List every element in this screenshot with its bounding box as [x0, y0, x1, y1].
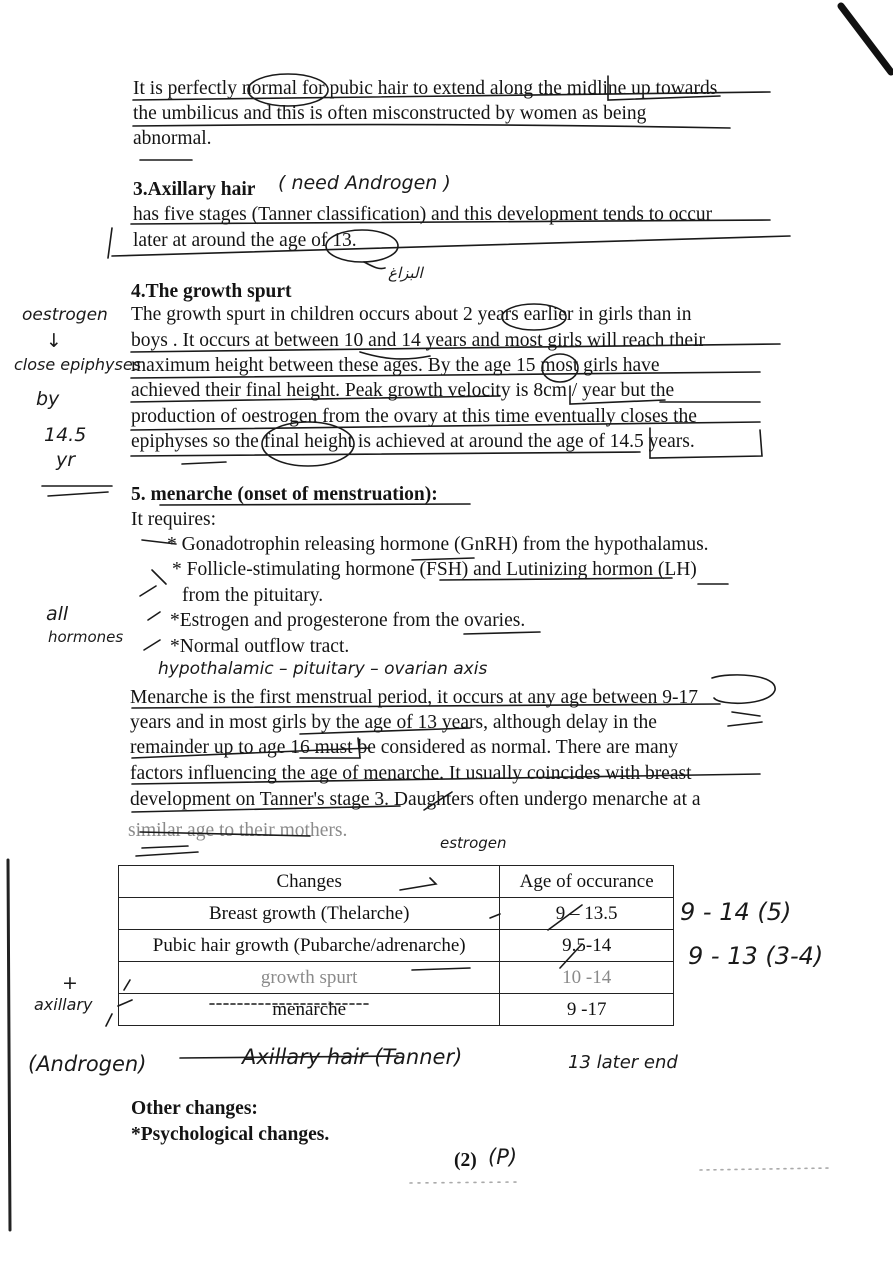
row-age: 9 -17 [500, 994, 674, 1026]
axillary-tanner-handnote: Axillary hair (Tanner) [242, 1045, 463, 1069]
margin-hormones: hormones [48, 628, 124, 646]
menarche-line-4: factors influencing the age of menarche. It usually coincides with breast [130, 763, 692, 784]
requirement-fsh-lh: * Follicle-stimulating hormone (FSH) and Lutinizing hormon (LH) [172, 559, 697, 580]
row-change: menarche [119, 994, 500, 1026]
requirement-estrogen: *Estrogen and progesterone from the ovaries. [170, 610, 526, 631]
margin-all: all [46, 603, 69, 625]
table-row [119, 962, 674, 994]
row-change: Pubic hair growth (Pubarche/adrenarche) [119, 930, 500, 962]
axillary-margin-handnote: axillary [34, 995, 93, 1014]
margin-by: by [36, 388, 60, 410]
estrogen-handnote: estrogen [440, 834, 507, 852]
corner-mark [833, 0, 893, 80]
growth-line-3: maximum height between these ages. By the age 15 most girls have [131, 355, 660, 376]
menarche-line-2: years and in most girls by the age of 13 years, although delay in the [130, 712, 657, 733]
p1-line-3: abnormal. [133, 128, 212, 149]
p1-line-2: the umbilicus and this is often misconstructed by women as being [133, 103, 647, 124]
growth-line-2: boys . It occurs at between 10 and 14 years and most girls will reach their [131, 330, 706, 351]
menarche-line-1: Menarche is the first menstrual period, it occurs at any age between 9-17 [130, 687, 699, 708]
table-row [119, 898, 674, 930]
menarche-line-3: remainder up to age 16 must be considered as normal. There are many [130, 737, 679, 758]
axillary-line-2: later at around the age of 13. [133, 230, 357, 251]
menarche-heading: 5. menarche (onset of menstruation): [131, 484, 438, 505]
plus-handnote: + [62, 972, 78, 994]
arabic-handnote: البزاغ [388, 264, 423, 282]
header-age: Age of occurance [500, 866, 674, 898]
menarche-requires: It requires: [131, 509, 217, 530]
table-row [119, 994, 674, 1026]
margin-close: close epiphyses [14, 355, 142, 374]
axillary-heading: 3.Axillary hair [133, 179, 256, 200]
pubic-range-handnote: 9 - 13 (3-4) [688, 942, 824, 970]
growth-line-5: production of oestrogen from the ovary at this time eventually closes the [131, 406, 697, 427]
row-age: 9.5-14 [500, 930, 674, 962]
header-changes: Changes [119, 866, 500, 898]
growth-line-1: The growth spurt in children occurs about 2 years earlier in girls than in [131, 304, 692, 325]
row-change: growth spurt [119, 962, 500, 994]
requirement-fsh-lh-cont: from the pituitary. [182, 585, 324, 606]
page-number: (2) [454, 1150, 477, 1171]
other-item: *Psychological changes. [131, 1124, 330, 1145]
p1-line-1: It is perfectly normal for pubic hair to extend along the midline up towards [133, 78, 718, 99]
age-table [118, 865, 674, 1026]
requirement-gnrh: * Gonadotrophin releasing hormone (GnRH) from the hypothalamus. [167, 534, 709, 555]
other-heading: Other changes: [131, 1098, 258, 1119]
axillary-handnote: ( need Androgen ) [278, 172, 451, 194]
breast-range-handnote: 9 - 14 (5) [680, 898, 792, 926]
table-header-row [119, 866, 674, 898]
margin-oestrogen: oestrogen [22, 305, 108, 325]
growth-line-6: epiphyses so the final height is achieved at around the age of 14.5 years. [131, 431, 695, 452]
requirement-outflow: *Normal outflow tract. [170, 636, 350, 657]
margin-age: 14.5 [44, 424, 87, 446]
menarche-line-5: development on Tanner's stage 3. Daughters often undergo menarche at a [130, 789, 701, 810]
table-row [119, 930, 674, 962]
growth-heading: 4.The growth spurt [131, 281, 292, 302]
margin-arrow: ↓ [46, 330, 62, 352]
margin-yr: yr [56, 449, 76, 471]
menarche-line-6: similar age to their mothers. [128, 820, 348, 841]
later-end-handnote: 13 later end [568, 1052, 678, 1073]
axillary-line-1: has five stages (Tanner classification) and this development tends to occur [133, 204, 713, 225]
androgen-handnote: (Androgen) [28, 1052, 147, 1076]
axis-handnote: hypothalamic – pituitary – ovarian axis [158, 659, 488, 679]
row-change: Breast growth (Thelarche) [119, 898, 500, 930]
growth-line-4: achieved their final height. Peak growth velocity is 8cm / year but the [131, 380, 675, 401]
row-age: 9 – 13.5 [500, 898, 674, 930]
row-age: 10 -14 [500, 962, 674, 994]
page-mark-handnote: (P) [488, 1145, 518, 1169]
